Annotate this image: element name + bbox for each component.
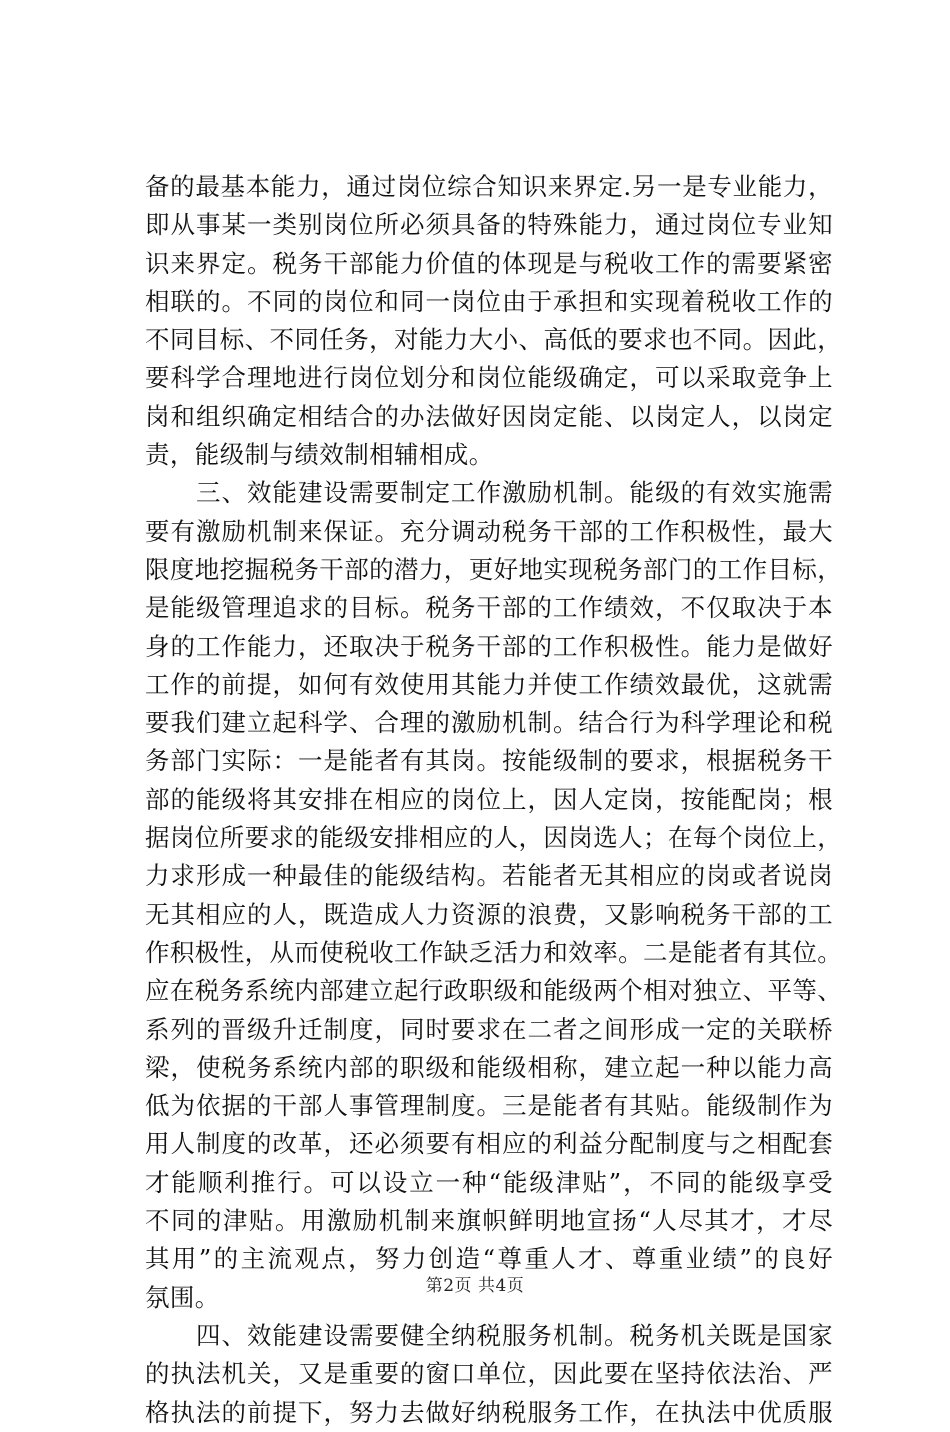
text-line: 要科学合理地进行岗位划分和岗位能级确定，可以采取竞争上 (145, 363, 833, 393)
body-text (145, 168, 843, 1432)
text-line: 氛围。 (145, 1282, 220, 1312)
text-line: 要有激励机制来保证。充分调动税务干部的工作积极性，最大 (145, 516, 833, 546)
text-line: 责，能级制与绩效制相辅相成。 (145, 440, 494, 470)
text-line: 工作的前提，如何有效使用其能力并使工作绩效最优，这就需 (145, 669, 833, 699)
text-line: 务部门实际：一是能者有其岗。按能级制的要求，根据税务干 (145, 746, 833, 776)
text-line: 身的工作能力，还取决于税务干部的工作积极性。能力是做好 (145, 631, 833, 661)
text-line: 据岗位所要求的能级安排相应的人，因岗选人；在每个岗位上， (145, 823, 843, 853)
text-line: 应在税务系统内部建立起行政职级和能级两个相对独立、平等、 (145, 976, 843, 1006)
text-line: 即从事某一类别岗位所必须具备的特殊能力，通过岗位专业知 (145, 210, 833, 240)
text-line: 梁，使税务系统内部的职级和能级相称，建立起一种以能力高 (145, 1052, 833, 1082)
text-line: 不同的津贴。用激励机制来旗帜鲜明地宣扬“人尽其才，才尽 (145, 1206, 833, 1236)
text-line: 相联的。不同的岗位和同一岗位由于承担和实现着税收工作的 (145, 286, 833, 316)
text-line: 用人制度的改革，还必须要有相应的利益分配制度与之相配套 (145, 1129, 833, 1159)
text-line: 不同目标、不同任务，对能力大小、高低的要求也不同。因此， (145, 325, 843, 355)
text-line: 的执法机关，又是重要的窗口单位，因此要在坚持依法治、严 (145, 1359, 833, 1389)
page-footer: 第2页 共4页 (425, 1276, 525, 1296)
text-line: 其用”的主流观点，努力创造“尊重人才、尊重业绩”的良好 (145, 1244, 833, 1274)
text-line: 岗和组织确定相结合的办法做好因岗定能、以岗定人，以岗定 (145, 401, 833, 431)
text-line: 低为依据的干部人事管理制度。三是能者有其贴。能级制作为 (145, 1091, 833, 1121)
text-line: 系列的晋级升迁制度，同时要求在二者之间形成一定的关联桥 (145, 1014, 833, 1044)
text-line: 作积极性，从而使税收工作缺乏活力和效率。二是能者有其位。 (145, 937, 843, 967)
text-line: 格执法的前提下，努力去做好纳税服务工作，在执法中优质服 (145, 1397, 833, 1427)
text-line: 无其相应的人，既造成人力资源的浪费，又影响税务干部的工 (145, 899, 833, 929)
text-line: 三、效能建设需要制定工作激励机制。能级的有效实施需 (145, 478, 833, 508)
text-line: 限度地挖掘税务干部的潜力，更好地实现税务部门的工作目标， (145, 554, 843, 584)
text-line: 部的能级将其安排在相应的岗位上，因人定岗，按能配岗；根 (145, 784, 833, 814)
text-line: 四、效能建设需要健全纳税服务机制。税务机关既是国家 (145, 1320, 833, 1350)
text-line: 识来界定。税务干部能力价值的体现是与税收工作的需要紧密 (145, 248, 833, 278)
text-line: 是能级管理追求的目标。税务干部的工作绩效，不仅取决于本 (145, 593, 833, 623)
text-line: 备的最基本能力，通过岗位综合知识来界定.另一是专业能力， (145, 172, 833, 201)
text-line: 力求形成一种最佳的能级结构。若能者无其相应的岗或者说岗 (145, 861, 833, 891)
text-line: 才能顺利推行。可以设立一种“能级津贴”，不同的能级享受 (145, 1167, 833, 1197)
text-line: 要我们建立起科学、合理的激励机制。结合行为科学理论和税 (145, 708, 833, 738)
